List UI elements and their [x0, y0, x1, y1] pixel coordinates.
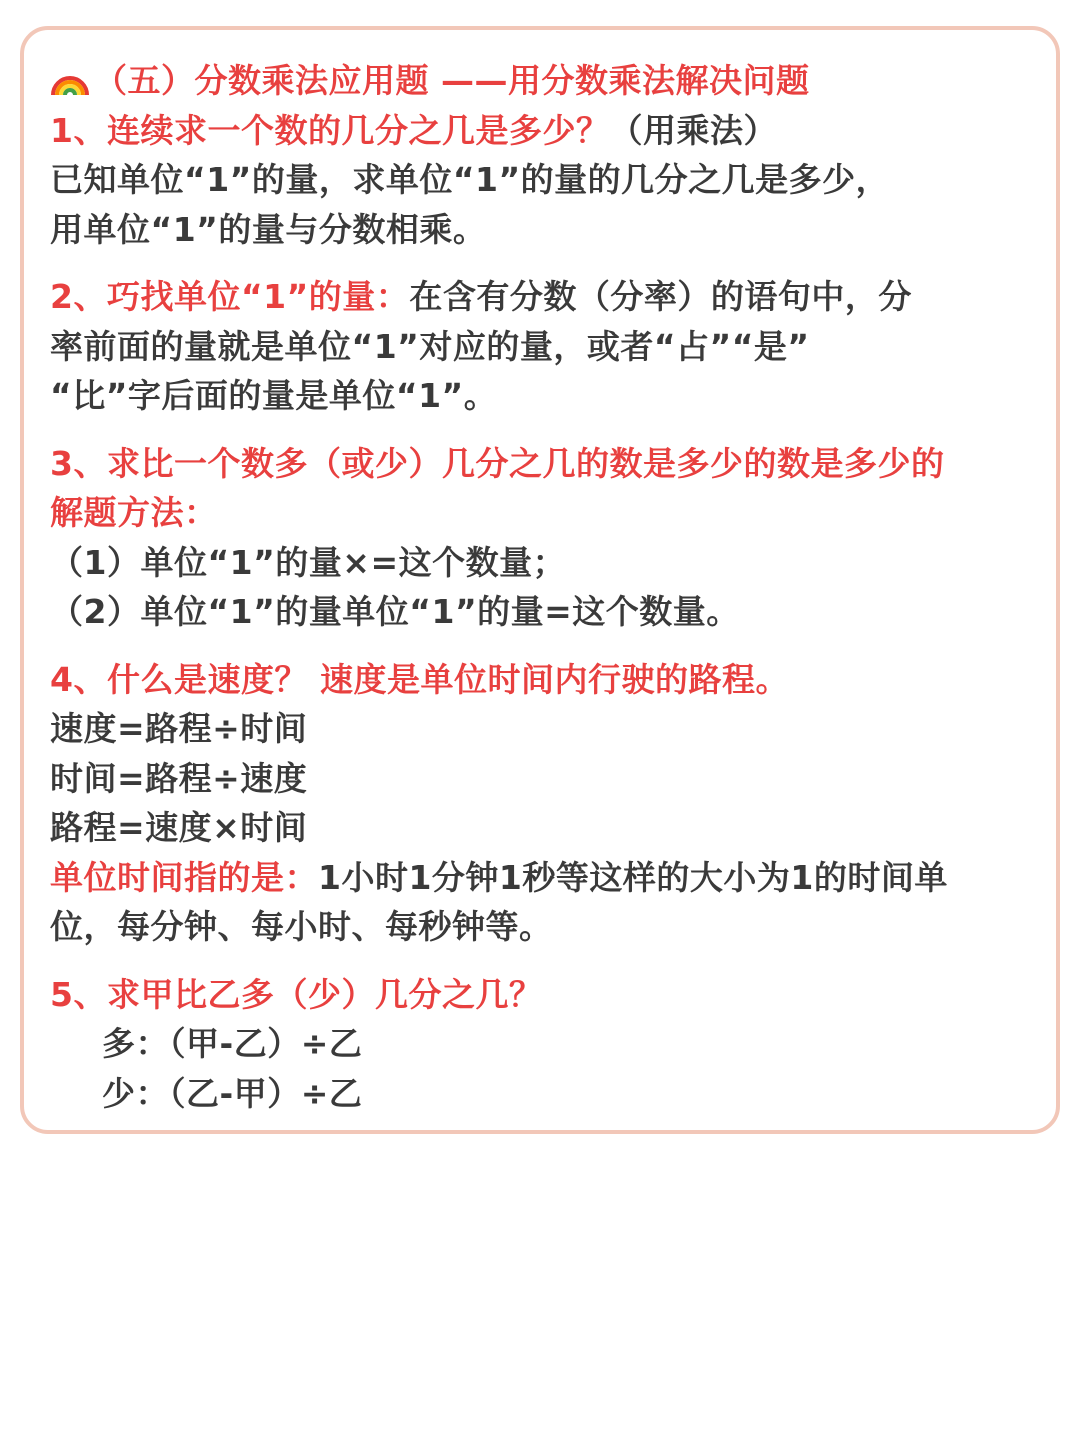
- section-2-heading: [50, 272, 1032, 322]
- section-4-unit-text-2: 位，每分钟、每小时、每秒钟等。: [50, 907, 553, 946]
- content-card: [20, 26, 1060, 1134]
- section-4-formula-speed: 速度=路程÷时间: [50, 709, 308, 748]
- section-5-heading: 5、求甲比乙多（少）几分之几？: [50, 974, 543, 1014]
- section-2-line-2: “比”字后面的量是单位“1”。: [50, 376, 498, 415]
- section-3-heading-line-1: 3、求比一个数多（或少）几分之几的数是多少的数是多少的: [50, 443, 945, 483]
- section-1-heading: [50, 106, 1032, 156]
- section-2-line-1: 率前面的量就是单位“1”对应的量，或者“占”“是”: [50, 326, 810, 366]
- section-1-heading-suffix: （用乘法）: [609, 110, 777, 150]
- section-3-line-2: （2）单位“1”的量单位“1”的量=这个数量。: [50, 592, 740, 631]
- section-5-less-formula: 少：（乙-甲）÷乙: [102, 1073, 363, 1113]
- section-4-unit-time-row: [50, 853, 1032, 903]
- section-2-first-line: 在含有分数（分率）的语句中，分: [409, 277, 912, 316]
- section-4-unit-label: 单位时间指的是：: [50, 857, 318, 897]
- rainbow-icon: [50, 61, 90, 97]
- section-4-formula-time: 时间=路程÷速度: [50, 758, 308, 798]
- page-title-row: [50, 56, 1032, 106]
- section-4-heading: 4、什么是速度？ 速度是单位时间内行驶的路程。: [50, 659, 789, 699]
- section-2-heading-text: 2、巧找单位“1”的量：: [50, 277, 410, 316]
- section-1-line-2: 用单位“1”的量与分数相乘。: [50, 209, 487, 249]
- section-3-line-1: （1）单位“1”的量×=这个数量；: [50, 542, 567, 582]
- section-4-unit-text: 1小时1分钟1秒等这样的大小为1的时间单: [318, 857, 948, 897]
- section-1-heading-text: 1、连续求一个数的几分之几是多少？: [50, 110, 610, 150]
- section-5-more-formula: 多：（甲-乙）÷乙: [102, 1024, 363, 1063]
- section-4-formula-distance: 路程=速度×时间: [50, 808, 308, 847]
- section-3-heading-line-2: 解题方法：: [50, 493, 218, 532]
- page-title: （五）分数乘法应用题 ——用分数乘法解决问题: [94, 61, 810, 100]
- section-1-line-1: 已知单位“1”的量，求单位“1”的量的几分之几是多少，: [50, 160, 890, 199]
